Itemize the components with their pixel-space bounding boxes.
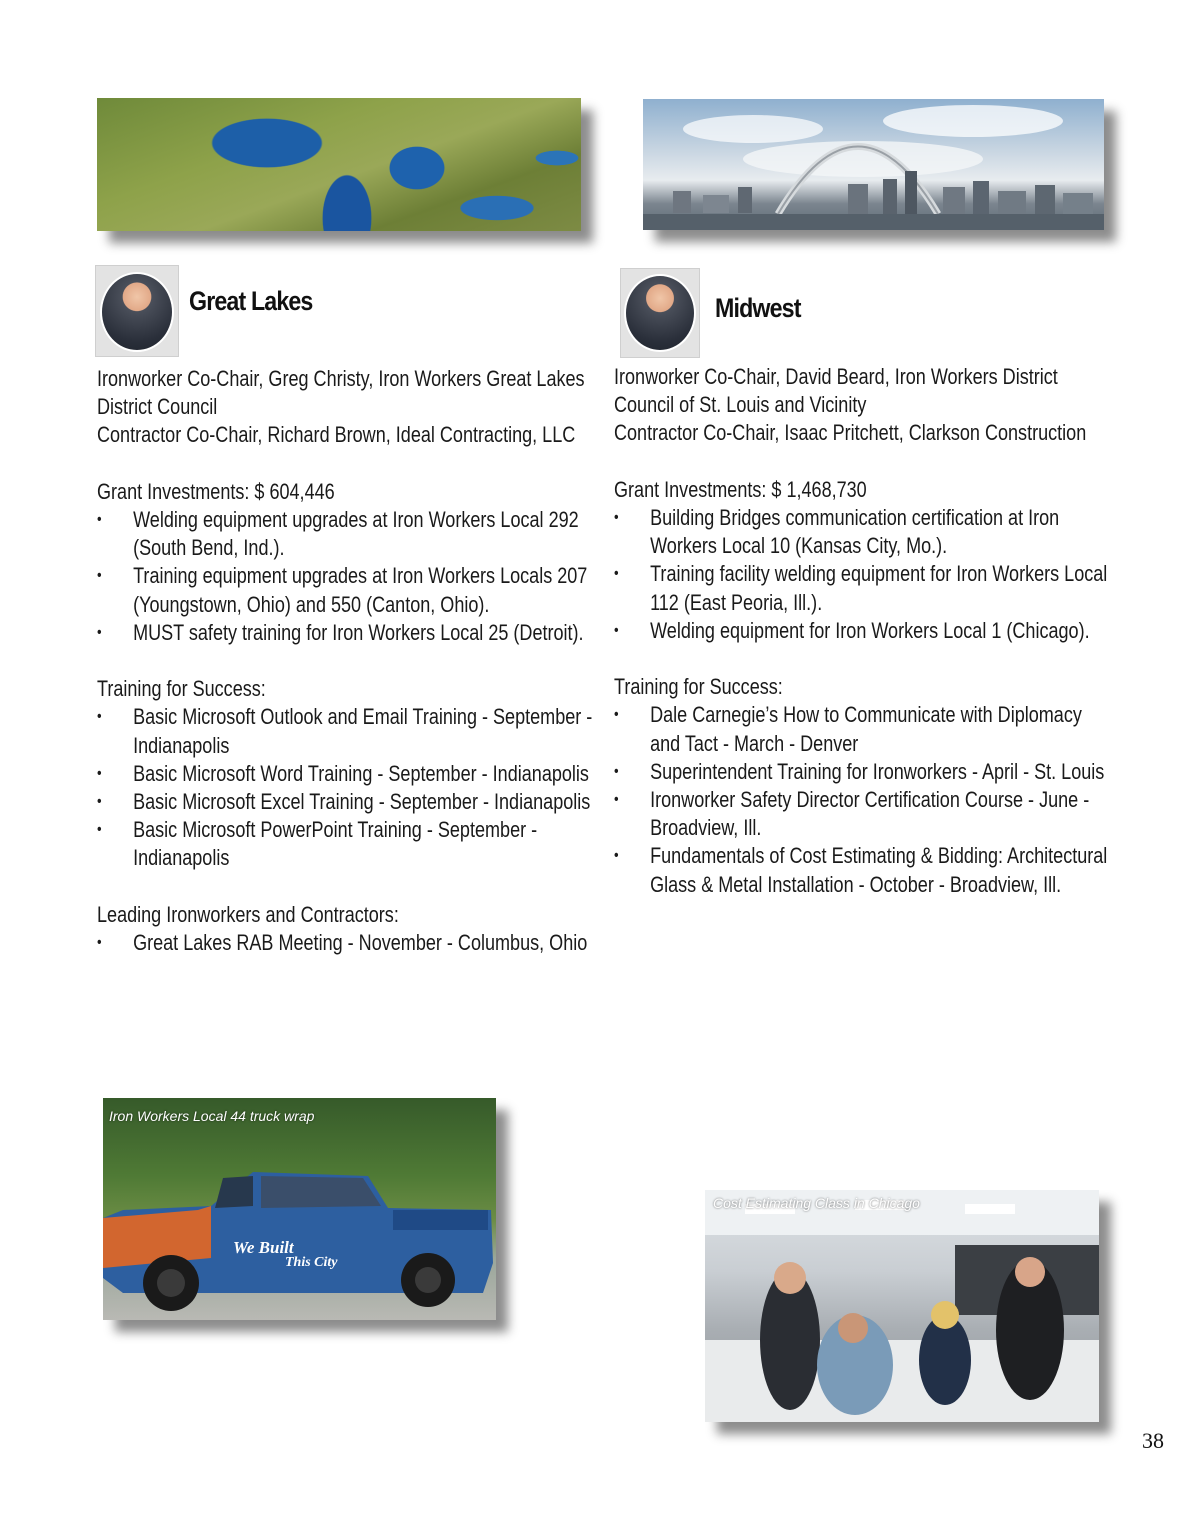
grant-list [97,506,597,647]
cost-estimating-class-photo [705,1190,1099,1422]
ironworker-cochair: Ironworker Co-Chair, David Beard, Iron Workers District Council of St. Louis and Vicinity [614,364,1058,418]
st-louis-arch-image [643,99,1104,230]
list-item: • Great Lakes RAB Meeting - November - Columbus, Ohio [97,929,597,957]
truck-photo-caption: Iron Workers Local 44 truck wrap [109,1108,315,1124]
contractor-cochair: Contractor Co-Chair, Isaac Pritchett, Clarkson Construction [614,420,1087,446]
grant-heading: Grant Investments: $ 604,446 [97,478,335,504]
page-number: 38 [1142,1428,1164,1453]
list-item: • Superintendent Training for Ironworkers - April - St. Louis [614,758,1114,786]
training-list [614,701,1114,898]
list-item: • Welding equipment upgrades at Iron Workers Local 292 (South Bend, Ind.). [97,506,597,562]
great-lakes-title: Great Lakes [189,286,313,316]
truck-wrap-text-line1: We Built [233,1238,294,1257]
list-item: • Basic Microsoft Word Training - September - Indianapolis [97,760,597,788]
great-lakes-column [97,365,597,957]
list-item: • Dale Carnegie’s How to Communicate with Diplomacy and Tact - March - Denver [614,701,1114,757]
training-heading: Training for Success: [614,674,783,700]
list-item: • Basic Microsoft Outlook and Email Training - September - Indianapolis [97,703,597,759]
truck-wrap-photo [103,1098,496,1320]
truck-wrap-text-line2: This City [285,1255,338,1270]
midwest-column [614,363,1114,899]
list-item: • Ironworker Safety Director Certification Course - June - Broadview, Ill. [614,786,1114,842]
list-item: • Basic Microsoft PowerPoint Training - September - Indianapolis [97,816,597,872]
ironworker-cochair: Ironworker Co-Chair, Greg Christy, Iron Workers Great Lakes District Council [97,366,585,420]
leading-heading: Leading Ironworkers and Contractors: [97,901,399,927]
great-lakes-map-image [97,98,581,231]
midwest-title: Midwest [715,293,801,323]
list-item: • Building Bridges communication certification at Iron Workers Local 10 (Kansas City, Mo.). [614,504,1114,560]
list-item: • Training facility welding equipment for Iron Workers Local 112 (East Peoria, Ill.). [614,560,1114,616]
truck-graphic [103,1098,496,1320]
list-item: • Welding equipment for Iron Workers Local 1 (Chicago). [614,617,1114,645]
training-list [97,703,597,872]
list-item: • Fundamentals of Cost Estimating & Bidding: Architectural Glass & Metal Installation - October - Broadview, Ill. [614,842,1114,898]
grant-heading: Grant Investments: $ 1,468,730 [614,476,867,502]
list-item: • Training equipment upgrades at Iron Workers Locals 207 (Youngstown, Ohio) and 550 (Canton, Ohio). [97,562,597,618]
list-item: • MUST safety training for Iron Workers Local 25 (Detroit). [97,619,597,647]
greg-christy-headshot [95,265,179,357]
contractor-cochair: Contractor Co-Chair, Richard Brown, Ideal Contracting, LLC [97,422,576,448]
list-item: • Basic Microsoft Excel Training - September - Indianapolis [97,788,597,816]
class-photo-caption: Cost Estimating Class in Chicago [713,1195,920,1211]
classroom-graphic [705,1190,1099,1422]
skyline-graphic [643,99,1104,230]
grant-list [614,504,1114,645]
leading-list [97,929,597,957]
training-heading: Training for Success: [97,676,266,702]
david-beard-headshot [620,268,700,358]
